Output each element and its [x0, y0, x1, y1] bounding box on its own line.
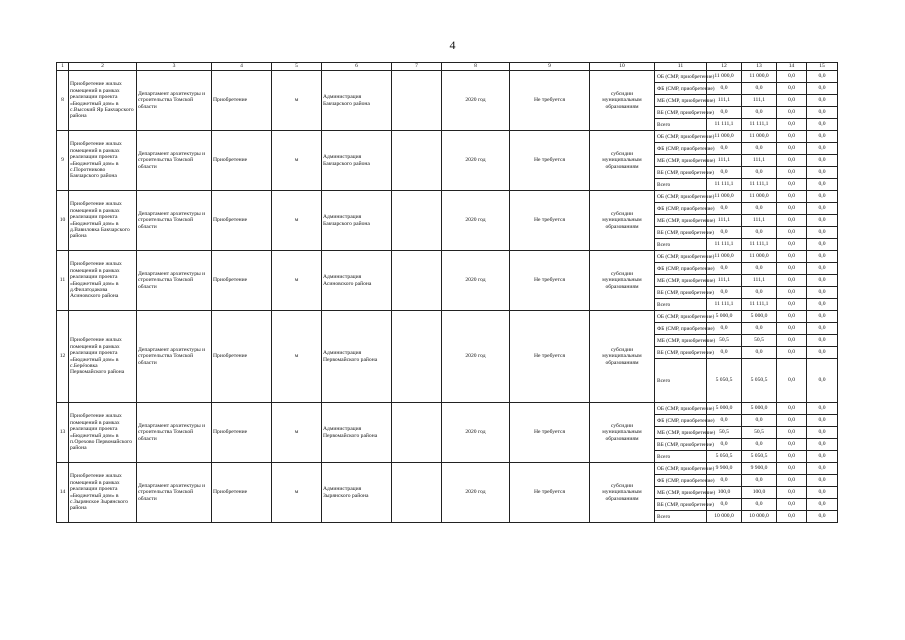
- column-number-cell: 10: [590, 63, 655, 71]
- funding-source-cell: Всего: [655, 179, 707, 191]
- capacity-cell: [392, 463, 442, 523]
- amount-cell-v15: 0,0: [807, 347, 838, 359]
- period-cell: 2020 год: [442, 131, 510, 191]
- amount-cell-v12: 50,5: [707, 427, 742, 439]
- work-type-cell: Приобретение: [212, 403, 272, 463]
- mechanism-cell: субсидии муниципальным образованиям: [590, 131, 655, 191]
- program-table-container: [56, 62, 837, 523]
- amount-cell-v12: 11 111,1: [707, 299, 742, 311]
- amount-cell-v12: 0,0: [707, 203, 742, 215]
- column-number-cell: 5: [272, 63, 322, 71]
- amount-cell-v13: 111,1: [742, 275, 777, 287]
- funding-source-cell: ОБ (СМР, приобретение): [655, 311, 707, 323]
- capacity-cell: [392, 403, 442, 463]
- funding-source-cell: ВБ (СМР, приобретение): [655, 439, 707, 451]
- object-name-cell: Приобретение жилых помещений в рамках реализации проекта «Бюджетный дом» в д.Филатодакова Асиновского района: [69, 251, 137, 311]
- unit-cell: м: [272, 191, 322, 251]
- object-name-cell: Приобретение жилых помещений в рамках реализации проекта «Бюджетный дом» в д.Вавиловка Бакчарского района: [69, 191, 137, 251]
- executor-cell: Департамент архитектуры и строительства Томской области: [137, 131, 212, 191]
- amount-cell-v13: 11 000,0: [742, 191, 777, 203]
- amount-cell-v13: 0,0: [742, 475, 777, 487]
- object-name-cell: Приобретение жилых помещений в рамках реализации проекта «Бюджетный дом» в с.Высокий Яр Бакчарского района: [69, 71, 137, 131]
- funding-source-cell: Всего: [655, 511, 707, 523]
- period-cell: 2020 год: [442, 251, 510, 311]
- amount-cell-v13: 11 000,0: [742, 71, 777, 83]
- column-number-cell: 12: [707, 63, 742, 71]
- capacity-cell: [392, 131, 442, 191]
- amount-cell-v13: 0,0: [742, 439, 777, 451]
- funding-source-cell: МБ (СМР, приобретение): [655, 215, 707, 227]
- amount-cell-v12: 5 050,5: [707, 451, 742, 463]
- amount-cell-v13: 0,0: [742, 227, 777, 239]
- amount-cell-v14: 0,0: [777, 451, 807, 463]
- amount-cell-v12: 111,1: [707, 95, 742, 107]
- executor-cell: Департамент архитектуры и строительства Томской области: [137, 71, 212, 131]
- amount-cell-v12: 11 111,1: [707, 119, 742, 131]
- executor-cell: Департамент архитектуры и строительства Томской области: [137, 463, 212, 523]
- amount-cell-v13: 0,0: [742, 415, 777, 427]
- expertise-cell: Не требуется: [510, 191, 590, 251]
- column-number-cell: 11: [655, 63, 707, 71]
- amount-cell-v14: 0,0: [777, 427, 807, 439]
- amount-cell-v14: 0,0: [777, 143, 807, 155]
- row-number-cell: 12: [57, 311, 69, 403]
- expertise-cell: Не требуется: [510, 403, 590, 463]
- amount-cell-v12: 0,0: [707, 499, 742, 511]
- amount-cell-v14: 0,0: [777, 83, 807, 95]
- amount-cell-v14: 0,0: [777, 191, 807, 203]
- amount-cell-v12: 0,0: [707, 83, 742, 95]
- amount-cell-v13: 0,0: [742, 347, 777, 359]
- row-number-cell: 10: [57, 191, 69, 251]
- amount-cell-v12: 5 000,0: [707, 403, 742, 415]
- funding-source-cell: ВБ (СМР, приобретение): [655, 227, 707, 239]
- funding-source-cell: ВБ (СМР, приобретение): [655, 167, 707, 179]
- column-number-cell: 15: [807, 63, 838, 71]
- amount-cell-v13: 5 050,5: [742, 359, 777, 403]
- period-cell: 2020 год: [442, 463, 510, 523]
- amount-cell-v14: 0,0: [777, 347, 807, 359]
- funding-source-cell: Всего: [655, 359, 707, 403]
- work-type-cell: Приобретение: [212, 131, 272, 191]
- funding-source-cell: ОБ (СМР, приобретение): [655, 131, 707, 143]
- amount-cell-v13: 0,0: [742, 263, 777, 275]
- amount-cell-v13: 11 111,1: [742, 239, 777, 251]
- amount-cell-v12: 0,0: [707, 439, 742, 451]
- funding-source-cell: ФБ (СМР, приобретение): [655, 203, 707, 215]
- amount-cell-v15: 0,0: [807, 439, 838, 451]
- amount-cell-v15: 0,0: [807, 215, 838, 227]
- mechanism-cell: субсидии муниципальным образованиям: [590, 403, 655, 463]
- capacity-cell: [392, 311, 442, 403]
- amount-cell-v15: 0,0: [807, 511, 838, 523]
- table-row: [57, 131, 838, 143]
- amount-cell-v12: 9 900,0: [707, 463, 742, 475]
- amount-cell-v12: 0,0: [707, 323, 742, 335]
- amount-cell-v13: 0,0: [742, 323, 777, 335]
- period-cell: 2020 год: [442, 191, 510, 251]
- funding-source-cell: ВБ (СМР, приобретение): [655, 347, 707, 359]
- amount-cell-v15: 0,0: [807, 403, 838, 415]
- amount-cell-v15: 0,0: [807, 119, 838, 131]
- amount-cell-v15: 0,0: [807, 71, 838, 83]
- amount-cell-v15: 0,0: [807, 275, 838, 287]
- mechanism-cell: субсидии муниципальным образованиям: [590, 251, 655, 311]
- amount-cell-v12: 10 000,0: [707, 511, 742, 523]
- customer-cell: Администрация Первомайского района: [322, 403, 392, 463]
- funding-source-cell: Всего: [655, 119, 707, 131]
- amount-cell-v14: 0,0: [777, 323, 807, 335]
- amount-cell-v12: 0,0: [707, 287, 742, 299]
- funding-source-cell: ФБ (СМР, приобретение): [655, 415, 707, 427]
- amount-cell-v14: 0,0: [777, 203, 807, 215]
- amount-cell-v15: 0,0: [807, 451, 838, 463]
- table-body: [57, 63, 838, 523]
- row-number-cell: 14: [57, 463, 69, 523]
- amount-cell-v13: 111,1: [742, 95, 777, 107]
- funding-source-cell: МБ (СМР, приобретение): [655, 335, 707, 347]
- funding-source-cell: ВБ (СМР, приобретение): [655, 287, 707, 299]
- mechanism-cell: субсидии муниципальным образованиям: [590, 311, 655, 403]
- funding-source-cell: МБ (СМР, приобретение): [655, 95, 707, 107]
- amount-cell-v15: 0,0: [807, 239, 838, 251]
- amount-cell-v15: 0,0: [807, 83, 838, 95]
- column-number-cell: 8: [442, 63, 510, 71]
- column-number-row: [57, 63, 838, 71]
- amount-cell-v13: 5 000,0: [742, 311, 777, 323]
- amount-cell-v13: 0,0: [742, 287, 777, 299]
- funding-source-cell: ФБ (СМР, приобретение): [655, 263, 707, 275]
- amount-cell-v12: 5 000,0: [707, 311, 742, 323]
- amount-cell-v15: 0,0: [807, 311, 838, 323]
- funding-source-cell: ВБ (СМР, приобретение): [655, 499, 707, 511]
- amount-cell-v14: 0,0: [777, 415, 807, 427]
- amount-cell-v12: 0,0: [707, 107, 742, 119]
- amount-cell-v14: 0,0: [777, 251, 807, 263]
- row-number-cell: 13: [57, 403, 69, 463]
- customer-cell: Администрация Бакчарского района: [322, 131, 392, 191]
- executor-cell: Департамент архитектуры и строительства Томской области: [137, 191, 212, 251]
- table-row: [57, 403, 838, 415]
- customer-cell: Администрация Бакчарского района: [322, 191, 392, 251]
- amount-cell-v12: 0,0: [707, 347, 742, 359]
- mechanism-cell: субсидии муниципальным образованиям: [590, 191, 655, 251]
- amount-cell-v13: 0,0: [742, 167, 777, 179]
- customer-cell: Администрация Бакчарского района: [322, 71, 392, 131]
- amount-cell-v13: 0,0: [742, 107, 777, 119]
- amount-cell-v15: 0,0: [807, 131, 838, 143]
- amount-cell-v12: 0,0: [707, 415, 742, 427]
- funding-source-cell: ОБ (СМР, приобретение): [655, 403, 707, 415]
- unit-cell: м: [272, 463, 322, 523]
- amount-cell-v12: 11 000,0: [707, 131, 742, 143]
- amount-cell-v12: 111,1: [707, 155, 742, 167]
- mechanism-cell: субсидии муниципальным образованиям: [590, 463, 655, 523]
- amount-cell-v14: 0,0: [777, 131, 807, 143]
- amount-cell-v15: 0,0: [807, 487, 838, 499]
- amount-cell-v15: 0,0: [807, 227, 838, 239]
- funding-source-cell: Всего: [655, 299, 707, 311]
- table-row: [57, 463, 838, 475]
- amount-cell-v15: 0,0: [807, 287, 838, 299]
- amount-cell-v13: 50,5: [742, 335, 777, 347]
- amount-cell-v15: 0,0: [807, 203, 838, 215]
- amount-cell-v14: 0,0: [777, 119, 807, 131]
- amount-cell-v15: 0,0: [807, 299, 838, 311]
- funding-source-cell: МБ (СМР, приобретение): [655, 427, 707, 439]
- amount-cell-v15: 0,0: [807, 179, 838, 191]
- table-row: [57, 251, 838, 263]
- amount-cell-v14: 0,0: [777, 335, 807, 347]
- amount-cell-v12: 0,0: [707, 167, 742, 179]
- amount-cell-v14: 0,0: [777, 275, 807, 287]
- program-table: [56, 62, 838, 523]
- amount-cell-v13: 11 000,0: [742, 251, 777, 263]
- amount-cell-v15: 0,0: [807, 335, 838, 347]
- amount-cell-v12: 0,0: [707, 263, 742, 275]
- amount-cell-v15: 0,0: [807, 499, 838, 511]
- column-number-cell: 14: [777, 63, 807, 71]
- amount-cell-v13: 9 900,0: [742, 463, 777, 475]
- object-name-cell: Приобретение жилых помещений в рамках реализации проекта «Бюджетный дом» в с.Поротниково Бакчарского района: [69, 131, 137, 191]
- capacity-cell: [392, 191, 442, 251]
- amount-cell-v15: 0,0: [807, 427, 838, 439]
- amount-cell-v14: 0,0: [777, 227, 807, 239]
- amount-cell-v15: 0,0: [807, 95, 838, 107]
- mechanism-cell: субсидии муниципальным образованиям: [590, 71, 655, 131]
- amount-cell-v15: 0,0: [807, 323, 838, 335]
- amount-cell-v14: 0,0: [777, 179, 807, 191]
- amount-cell-v15: 0,0: [807, 359, 838, 403]
- amount-cell-v14: 0,0: [777, 287, 807, 299]
- column-number-cell: 9: [510, 63, 590, 71]
- work-type-cell: Приобретение: [212, 71, 272, 131]
- amount-cell-v14: 0,0: [777, 511, 807, 523]
- amount-cell-v15: 0,0: [807, 155, 838, 167]
- funding-source-cell: ФБ (СМР, приобретение): [655, 475, 707, 487]
- amount-cell-v12: 11 000,0: [707, 191, 742, 203]
- column-number-cell: 4: [212, 63, 272, 71]
- expertise-cell: Не требуется: [510, 131, 590, 191]
- amount-cell-v13: 0,0: [742, 203, 777, 215]
- amount-cell-v13: 11 111,1: [742, 119, 777, 131]
- amount-cell-v13: 5 050,5: [742, 451, 777, 463]
- amount-cell-v12: 11 000,0: [707, 251, 742, 263]
- amount-cell-v15: 0,0: [807, 191, 838, 203]
- table-row: [57, 311, 838, 323]
- amount-cell-v14: 0,0: [777, 487, 807, 499]
- amount-cell-v13: 0,0: [742, 143, 777, 155]
- amount-cell-v14: 0,0: [777, 299, 807, 311]
- amount-cell-v15: 0,0: [807, 475, 838, 487]
- amount-cell-v13: 10 000,0: [742, 511, 777, 523]
- amount-cell-v15: 0,0: [807, 143, 838, 155]
- amount-cell-v14: 0,0: [777, 167, 807, 179]
- funding-source-cell: ОБ (СМР, приобретение): [655, 191, 707, 203]
- period-cell: 2020 год: [442, 71, 510, 131]
- page-number: 4: [449, 38, 456, 52]
- amount-cell-v12: 0,0: [707, 227, 742, 239]
- funding-source-cell: ФБ (СМР, приобретение): [655, 143, 707, 155]
- funding-source-cell: ОБ (СМР, приобретение): [655, 251, 707, 263]
- amount-cell-v14: 0,0: [777, 215, 807, 227]
- object-name-cell: Приобретение жилых помещений в рамках реализации проекта «Бюджетный дом» в с.Берёзовка Первомайского района: [69, 311, 137, 403]
- funding-source-cell: МБ (СМР, приобретение): [655, 155, 707, 167]
- object-name-cell: Приобретение жилых помещений в рамках реализации проекта «Бюджетный дом» в с.Зырянское Зырянского района: [69, 463, 137, 523]
- unit-cell: м: [272, 71, 322, 131]
- funding-source-cell: ВБ (СМР, приобретение): [655, 107, 707, 119]
- column-number-cell: 13: [742, 63, 777, 71]
- row-number-cell: 11: [57, 251, 69, 311]
- amount-cell-v15: 0,0: [807, 463, 838, 475]
- amount-cell-v13: 111,1: [742, 155, 777, 167]
- funding-source-cell: ОБ (СМР, приобретение): [655, 71, 707, 83]
- column-number-cell: 6: [322, 63, 392, 71]
- customer-cell: Администрация Зырянского района: [322, 463, 392, 523]
- amount-cell-v12: 11 111,1: [707, 239, 742, 251]
- amount-cell-v14: 0,0: [777, 359, 807, 403]
- unit-cell: м: [272, 131, 322, 191]
- amount-cell-v13: 5 000,0: [742, 403, 777, 415]
- funding-source-cell: МБ (СМР, приобретение): [655, 275, 707, 287]
- period-cell: 2020 год: [442, 403, 510, 463]
- unit-cell: м: [272, 403, 322, 463]
- amount-cell-v13: 50,5: [742, 427, 777, 439]
- amount-cell-v14: 0,0: [777, 463, 807, 475]
- customer-cell: Администрация Асиновского района: [322, 251, 392, 311]
- amount-cell-v13: 11 111,1: [742, 299, 777, 311]
- customer-cell: Администрация Первомайского района: [322, 311, 392, 403]
- amount-cell-v12: 111,1: [707, 275, 742, 287]
- column-number-cell: 3: [137, 63, 212, 71]
- capacity-cell: [392, 71, 442, 131]
- column-number-cell: 1: [57, 63, 69, 71]
- row-number-cell: 9: [57, 131, 69, 191]
- funding-source-cell: Всего: [655, 239, 707, 251]
- work-type-cell: Приобретение: [212, 311, 272, 403]
- amount-cell-v15: 0,0: [807, 107, 838, 119]
- amount-cell-v15: 0,0: [807, 415, 838, 427]
- amount-cell-v14: 0,0: [777, 107, 807, 119]
- expertise-cell: Не требуется: [510, 71, 590, 131]
- row-number-cell: 8: [57, 71, 69, 131]
- funding-source-cell: МБ (СМР, приобретение): [655, 487, 707, 499]
- amount-cell-v14: 0,0: [777, 311, 807, 323]
- executor-cell: Департамент архитектуры и строительства Томской области: [137, 311, 212, 403]
- funding-source-cell: ФБ (СМР, приобретение): [655, 323, 707, 335]
- amount-cell-v12: 100,0: [707, 487, 742, 499]
- amount-cell-v12: 111,1: [707, 215, 742, 227]
- amount-cell-v14: 0,0: [777, 263, 807, 275]
- amount-cell-v14: 0,0: [777, 439, 807, 451]
- period-cell: 2020 год: [442, 311, 510, 403]
- amount-cell-v12: 11 111,1: [707, 179, 742, 191]
- amount-cell-v15: 0,0: [807, 263, 838, 275]
- amount-cell-v12: 50,5: [707, 335, 742, 347]
- expertise-cell: Не требуется: [510, 311, 590, 403]
- amount-cell-v14: 0,0: [777, 403, 807, 415]
- amount-cell-v13: 11 111,1: [742, 179, 777, 191]
- amount-cell-v14: 0,0: [777, 239, 807, 251]
- amount-cell-v12: 0,0: [707, 143, 742, 155]
- funding-source-cell: Всего: [655, 451, 707, 463]
- amount-cell-v12: 11 000,0: [707, 71, 742, 83]
- amount-cell-v14: 0,0: [777, 475, 807, 487]
- amount-cell-v14: 0,0: [777, 71, 807, 83]
- object-name-cell: Приобретение жилых помещений в рамках реализации проекта «Бюджетный дом» в п.Орехово Первомайского района: [69, 403, 137, 463]
- amount-cell-v13: 0,0: [742, 83, 777, 95]
- funding-source-cell: ФБ (СМР, приобретение): [655, 83, 707, 95]
- amount-cell-v12: 5 050,5: [707, 359, 742, 403]
- amount-cell-v13: 111,1: [742, 215, 777, 227]
- executor-cell: Департамент архитектуры и строительства Томской области: [137, 403, 212, 463]
- work-type-cell: Приобретение: [212, 463, 272, 523]
- column-number-cell: 2: [69, 63, 137, 71]
- amount-cell-v15: 0,0: [807, 251, 838, 263]
- work-type-cell: Приобретение: [212, 251, 272, 311]
- amount-cell-v14: 0,0: [777, 95, 807, 107]
- funding-source-cell: ОБ (СМР, приобретение): [655, 463, 707, 475]
- amount-cell-v13: 0,0: [742, 499, 777, 511]
- capacity-cell: [392, 251, 442, 311]
- amount-cell-v13: 11 000,0: [742, 131, 777, 143]
- amount-cell-v14: 0,0: [777, 499, 807, 511]
- executor-cell: Департамент архитектуры и строительства Томской области: [137, 251, 212, 311]
- amount-cell-v14: 0,0: [777, 155, 807, 167]
- work-type-cell: Приобретение: [212, 191, 272, 251]
- unit-cell: м: [272, 251, 322, 311]
- amount-cell-v13: 100,0: [742, 487, 777, 499]
- table-row: [57, 191, 838, 203]
- table-row: [57, 71, 838, 83]
- expertise-cell: Не требуется: [510, 463, 590, 523]
- amount-cell-v15: 0,0: [807, 167, 838, 179]
- amount-cell-v12: 0,0: [707, 475, 742, 487]
- expertise-cell: Не требуется: [510, 251, 590, 311]
- column-number-cell: 7: [392, 63, 442, 71]
- unit-cell: м: [272, 311, 322, 403]
